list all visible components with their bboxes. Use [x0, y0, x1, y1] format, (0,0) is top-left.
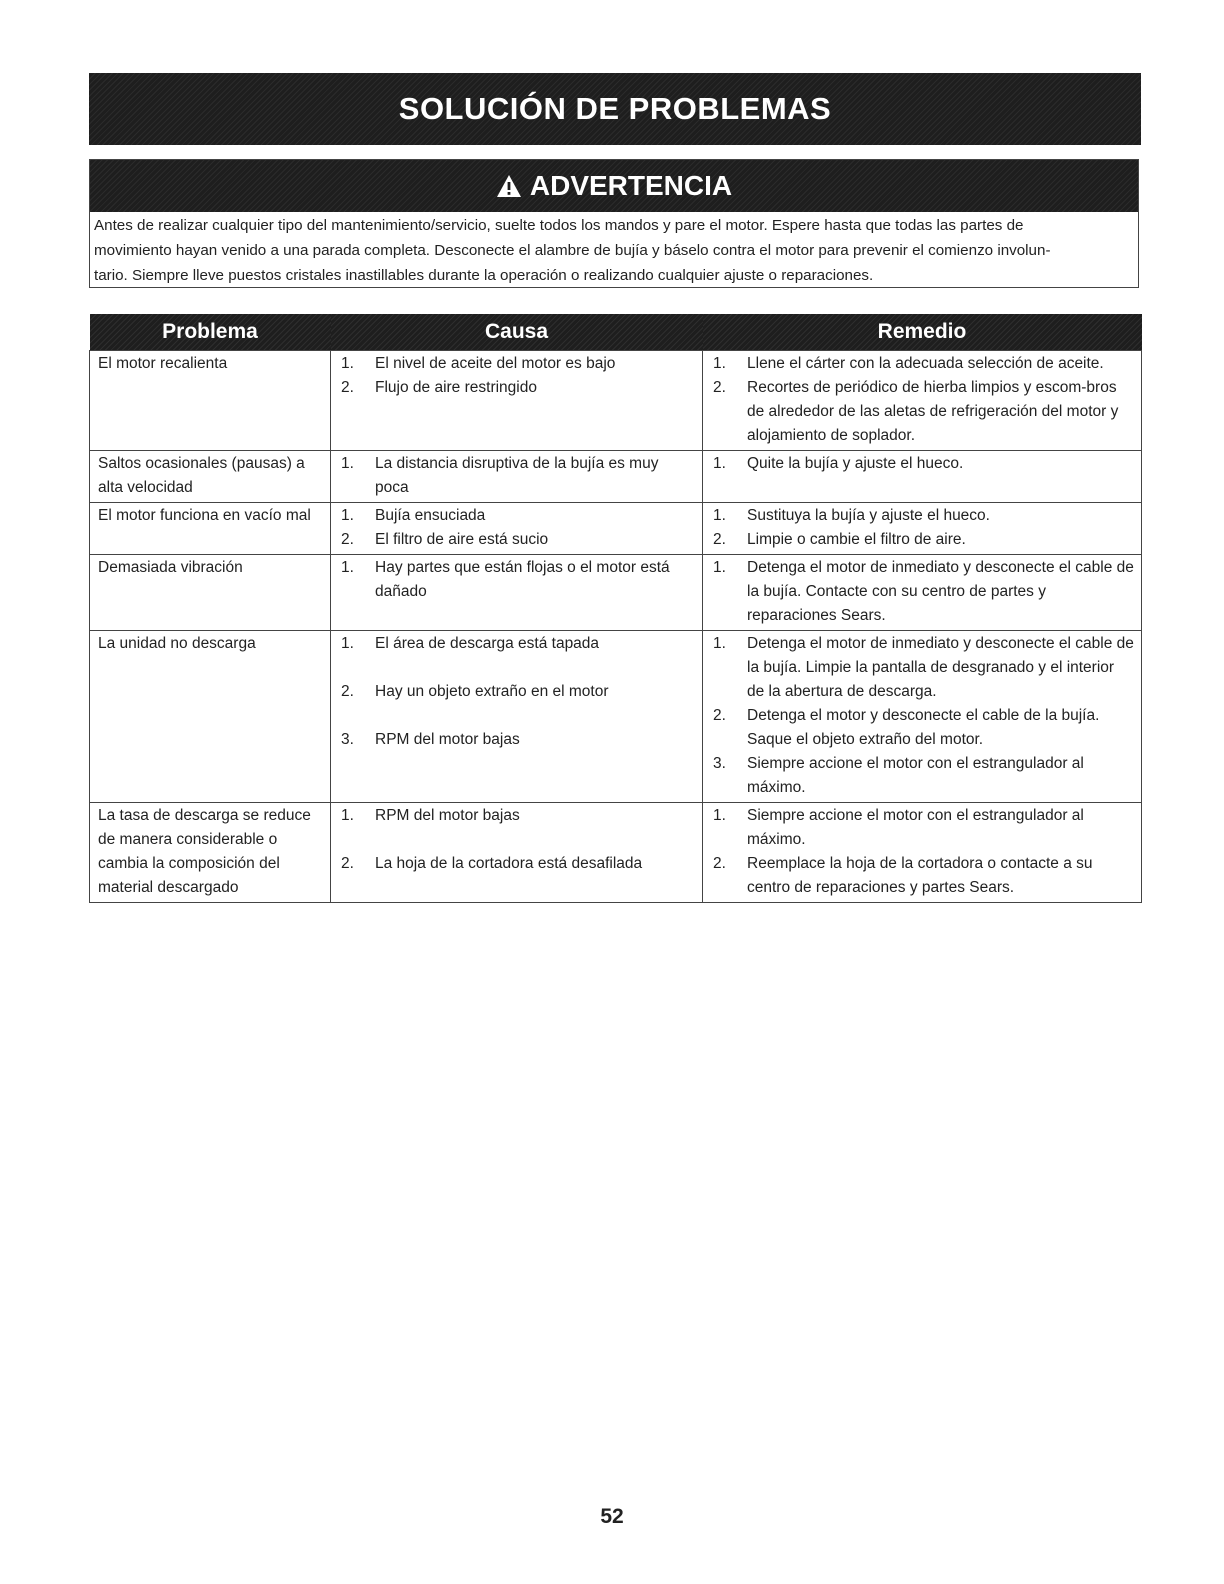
item-text: La distancia disruptiva de la bujía es muy poca: [375, 455, 659, 496]
spacer: [339, 704, 696, 728]
item-text: Siempre accione el motor con el estrangulador al máximo.: [747, 807, 1084, 848]
remedy-item: [711, 852, 1135, 900]
problem-cell: Demasiada vibración: [90, 555, 331, 631]
cause-item: [339, 452, 696, 500]
item-text: Llene el cárter con la adecuada selección de aceite.: [747, 355, 1104, 372]
cause-cell: [331, 451, 703, 503]
item-text: RPM del motor bajas: [375, 731, 520, 748]
warning-triangle-icon: [496, 174, 522, 198]
cause-item: [339, 852, 696, 876]
item-text: Bujía ensuciada: [375, 507, 486, 524]
remedy-item: [711, 752, 1135, 800]
cause-item: [339, 680, 696, 704]
warning-heading: ADVERTENCIA: [529, 170, 733, 201]
item-text: El filtro de aire está sucio: [375, 531, 549, 548]
warning-line: tario. Siempre lleve puestos cristales inastillables durante la operación o realizando cualquier ajuste o reparaciones.: [94, 267, 874, 284]
header-remedy: Remedio: [703, 314, 1142, 351]
problem-cell: El motor recalienta: [90, 351, 331, 451]
item-text: Limpie o cambie el filtro de aire.: [747, 531, 966, 548]
item-number: 1.: [341, 635, 354, 652]
cause-cell: [331, 351, 703, 451]
problem-cell: La tasa de descarga se reduce de manera considerable o cambia la composición del material descargado: [90, 803, 331, 903]
item-text: Hay partes que están flojas o el motor está dañado: [375, 559, 670, 600]
item-text: Siempre accione el motor con el estrangulador al máximo.: [747, 755, 1084, 796]
cause-item: [339, 632, 696, 656]
problem-cell: El motor funciona en vacío mal: [90, 503, 331, 555]
problem-cell: Saltos ocasionales (pausas) a alta velocidad: [90, 451, 331, 503]
remedy-item: [711, 376, 1135, 448]
item-text: El área de descarga está tapada: [375, 635, 600, 652]
header-problem: Problema: [90, 314, 331, 351]
remedy-cell: [703, 451, 1142, 503]
table-header-row: [90, 314, 1142, 351]
header-cause: Causa: [331, 314, 703, 351]
item-text: Detenga el motor de inmediato y desconecte el cable de la bujía. Contacte con su centro de partes y reparaciones Sears.: [747, 559, 1134, 624]
item-number: 1.: [713, 355, 726, 372]
item-number: 1.: [341, 559, 354, 576]
remedy-item: [711, 704, 1135, 752]
remedy-item: [711, 528, 1135, 552]
item-text: RPM del motor bajas: [375, 807, 520, 824]
cause-cell: [331, 555, 703, 631]
item-text: Recortes de periódico de hierba limpios y escom-bros de alrededor de las aletas de refrigeración del motor y alojamiento de soplador.: [747, 379, 1119, 444]
item-number: 1.: [341, 355, 354, 372]
spacer: [339, 656, 696, 680]
warning-line: movimiento hayan venido a una parada completa. Desconecte el alambre de bujía y báselo contra el motor para prevenir el comienzo involun-: [94, 242, 1051, 259]
remedy-cell: [703, 555, 1142, 631]
item-number: 1.: [713, 807, 726, 824]
table-row: [90, 503, 1142, 555]
item-number: 2.: [341, 379, 354, 396]
item-number: 2.: [713, 531, 726, 548]
page-title: SOLUCIÓN DE PROBLEMAS: [398, 91, 832, 126]
table-row: [90, 555, 1142, 631]
remedy-cell: [703, 503, 1142, 555]
item-text: Detenga el motor y desconecte el cable de la bujía. Saque el objeto extraño del motor.: [747, 707, 1100, 748]
item-text: Detenga el motor de inmediato y desconecte el cable de la bujía. Limpie la pantalla de desgranado y el interior de la abertura de descarga.: [747, 635, 1134, 700]
item-text: El nivel de aceite del motor es bajo: [375, 355, 616, 372]
cause-item: [339, 804, 696, 828]
cause-item: [339, 352, 696, 376]
remedy-cell: [703, 803, 1142, 903]
item-text: La hoja de la cortadora está desafilada: [375, 855, 643, 872]
table-row: [90, 451, 1142, 503]
remedy-item: [711, 804, 1135, 852]
remedy-item: [711, 632, 1135, 704]
warning-header: [90, 160, 1138, 212]
item-number: 1.: [713, 635, 726, 652]
remedy-cell: [703, 351, 1142, 451]
item-text: Flujo de aire restringido: [375, 379, 537, 396]
cause-cell: [331, 503, 703, 555]
troubleshooting-table: [89, 314, 1142, 903]
remedy-item: [711, 452, 1135, 476]
page-number: 52: [600, 1505, 624, 1528]
warning-box: [89, 159, 1139, 288]
item-number: 2.: [713, 707, 726, 724]
item-text: Hay un objeto extraño en el motor: [375, 683, 609, 700]
item-number: 1.: [341, 455, 354, 472]
warning-line: Antes de realizar cualquier tipo del mantenimiento/servicio, suelte todos los mandos y pare el motor. Espere hasta que todas las partes de: [94, 217, 1024, 234]
page-title-banner: [89, 73, 1141, 145]
remedy-item: [711, 556, 1135, 628]
table-row: [90, 803, 1142, 903]
table-row: [90, 631, 1142, 803]
item-number: 3.: [713, 755, 726, 772]
problem-cell: La unidad no descarga: [90, 631, 331, 803]
warning-text: [90, 212, 1138, 288]
item-number: 2.: [341, 683, 354, 700]
remedy-item: [711, 504, 1135, 528]
item-number: 1.: [713, 455, 726, 472]
item-number: 1.: [341, 807, 354, 824]
item-number: 2.: [341, 531, 354, 548]
item-text: Sustituya la bujía y ajuste el hueco.: [747, 507, 990, 524]
item-text: Reemplace la hoja de la cortadora o contacte a su centro de reparaciones y partes Sears.: [747, 855, 1093, 896]
item-text: Quite la bujía y ajuste el hueco.: [747, 455, 964, 472]
cause-cell: [331, 631, 703, 803]
item-number: 2.: [713, 855, 726, 872]
spacer: [339, 828, 696, 852]
item-number: 3.: [341, 731, 354, 748]
item-number: 1.: [341, 507, 354, 524]
remedy-item: [711, 352, 1135, 376]
cause-item: [339, 728, 696, 752]
item-number: 2.: [713, 379, 726, 396]
item-number: 1.: [713, 507, 726, 524]
cause-cell: [331, 803, 703, 903]
cause-item: [339, 528, 696, 552]
cause-item: [339, 376, 696, 400]
item-number: 2.: [341, 855, 354, 872]
cause-item: [339, 504, 696, 528]
table-row: [90, 351, 1142, 451]
cause-item: [339, 556, 696, 604]
item-number: 1.: [713, 559, 726, 576]
remedy-cell: [703, 631, 1142, 803]
